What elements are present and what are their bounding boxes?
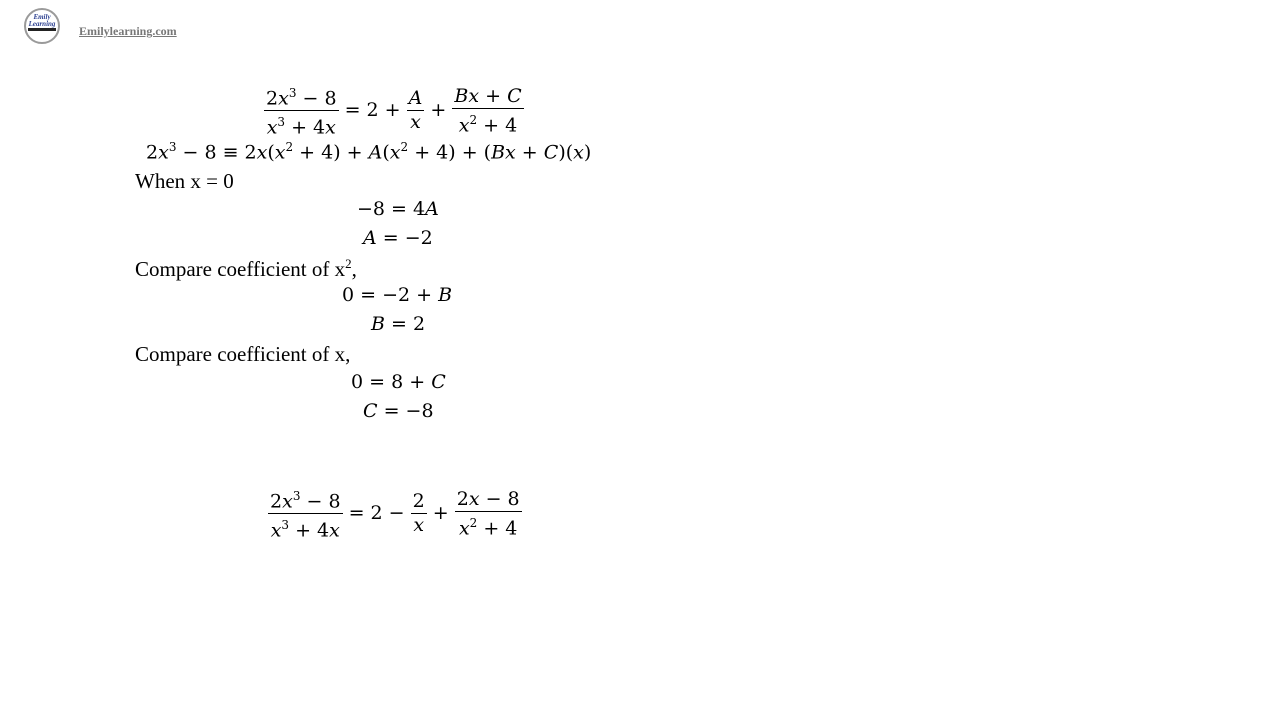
equation-3: −8 = 4A xyxy=(357,198,439,220)
coef-x2-label: Compare coefficient of x xyxy=(135,257,346,281)
equation-1: $\frac{2x^3 - 8}{x^3 + 4x}$ = 2 + $\frac{A}{x}$ + $\frac{Bx + C}{x^2 + 4}$ xyxy=(264,82,524,140)
text-when: When x = 0 xyxy=(135,169,234,193)
logo xyxy=(24,8,60,44)
coef-x2-sup: 2 xyxy=(345,256,352,271)
equation-2: $2x^3 - 8 \equiv 2x(x^2 + 4) + A(x^2 + 4) + (Bx + C)(x)$ xyxy=(146,140,592,164)
logo-bar xyxy=(28,28,56,31)
equation-5: 0 = −2 + B xyxy=(342,284,453,306)
equation-final: $\frac{2x^3 - 8}{x^3 + 4x}$ = 2 − $\frac{2}{x}$ + $\frac{2x - 8}{x^2 + 4}$ xyxy=(268,485,522,543)
text-coef-x2 xyxy=(135,256,357,282)
coef-x2-end: , xyxy=(351,257,357,281)
site-link[interactable]: Emilylearning.com xyxy=(79,24,177,38)
equation-8: C = −8 xyxy=(363,400,434,422)
text-coef-x: Compare coefficient of x, xyxy=(135,342,351,366)
logo-text-1: Emily xyxy=(33,13,51,21)
equation-4: A = −2 xyxy=(363,227,433,249)
equation-6: B = 2 xyxy=(371,313,426,335)
equation-7: 0 = 8 + C xyxy=(351,371,446,393)
logo-text-2: Learning xyxy=(28,20,56,28)
